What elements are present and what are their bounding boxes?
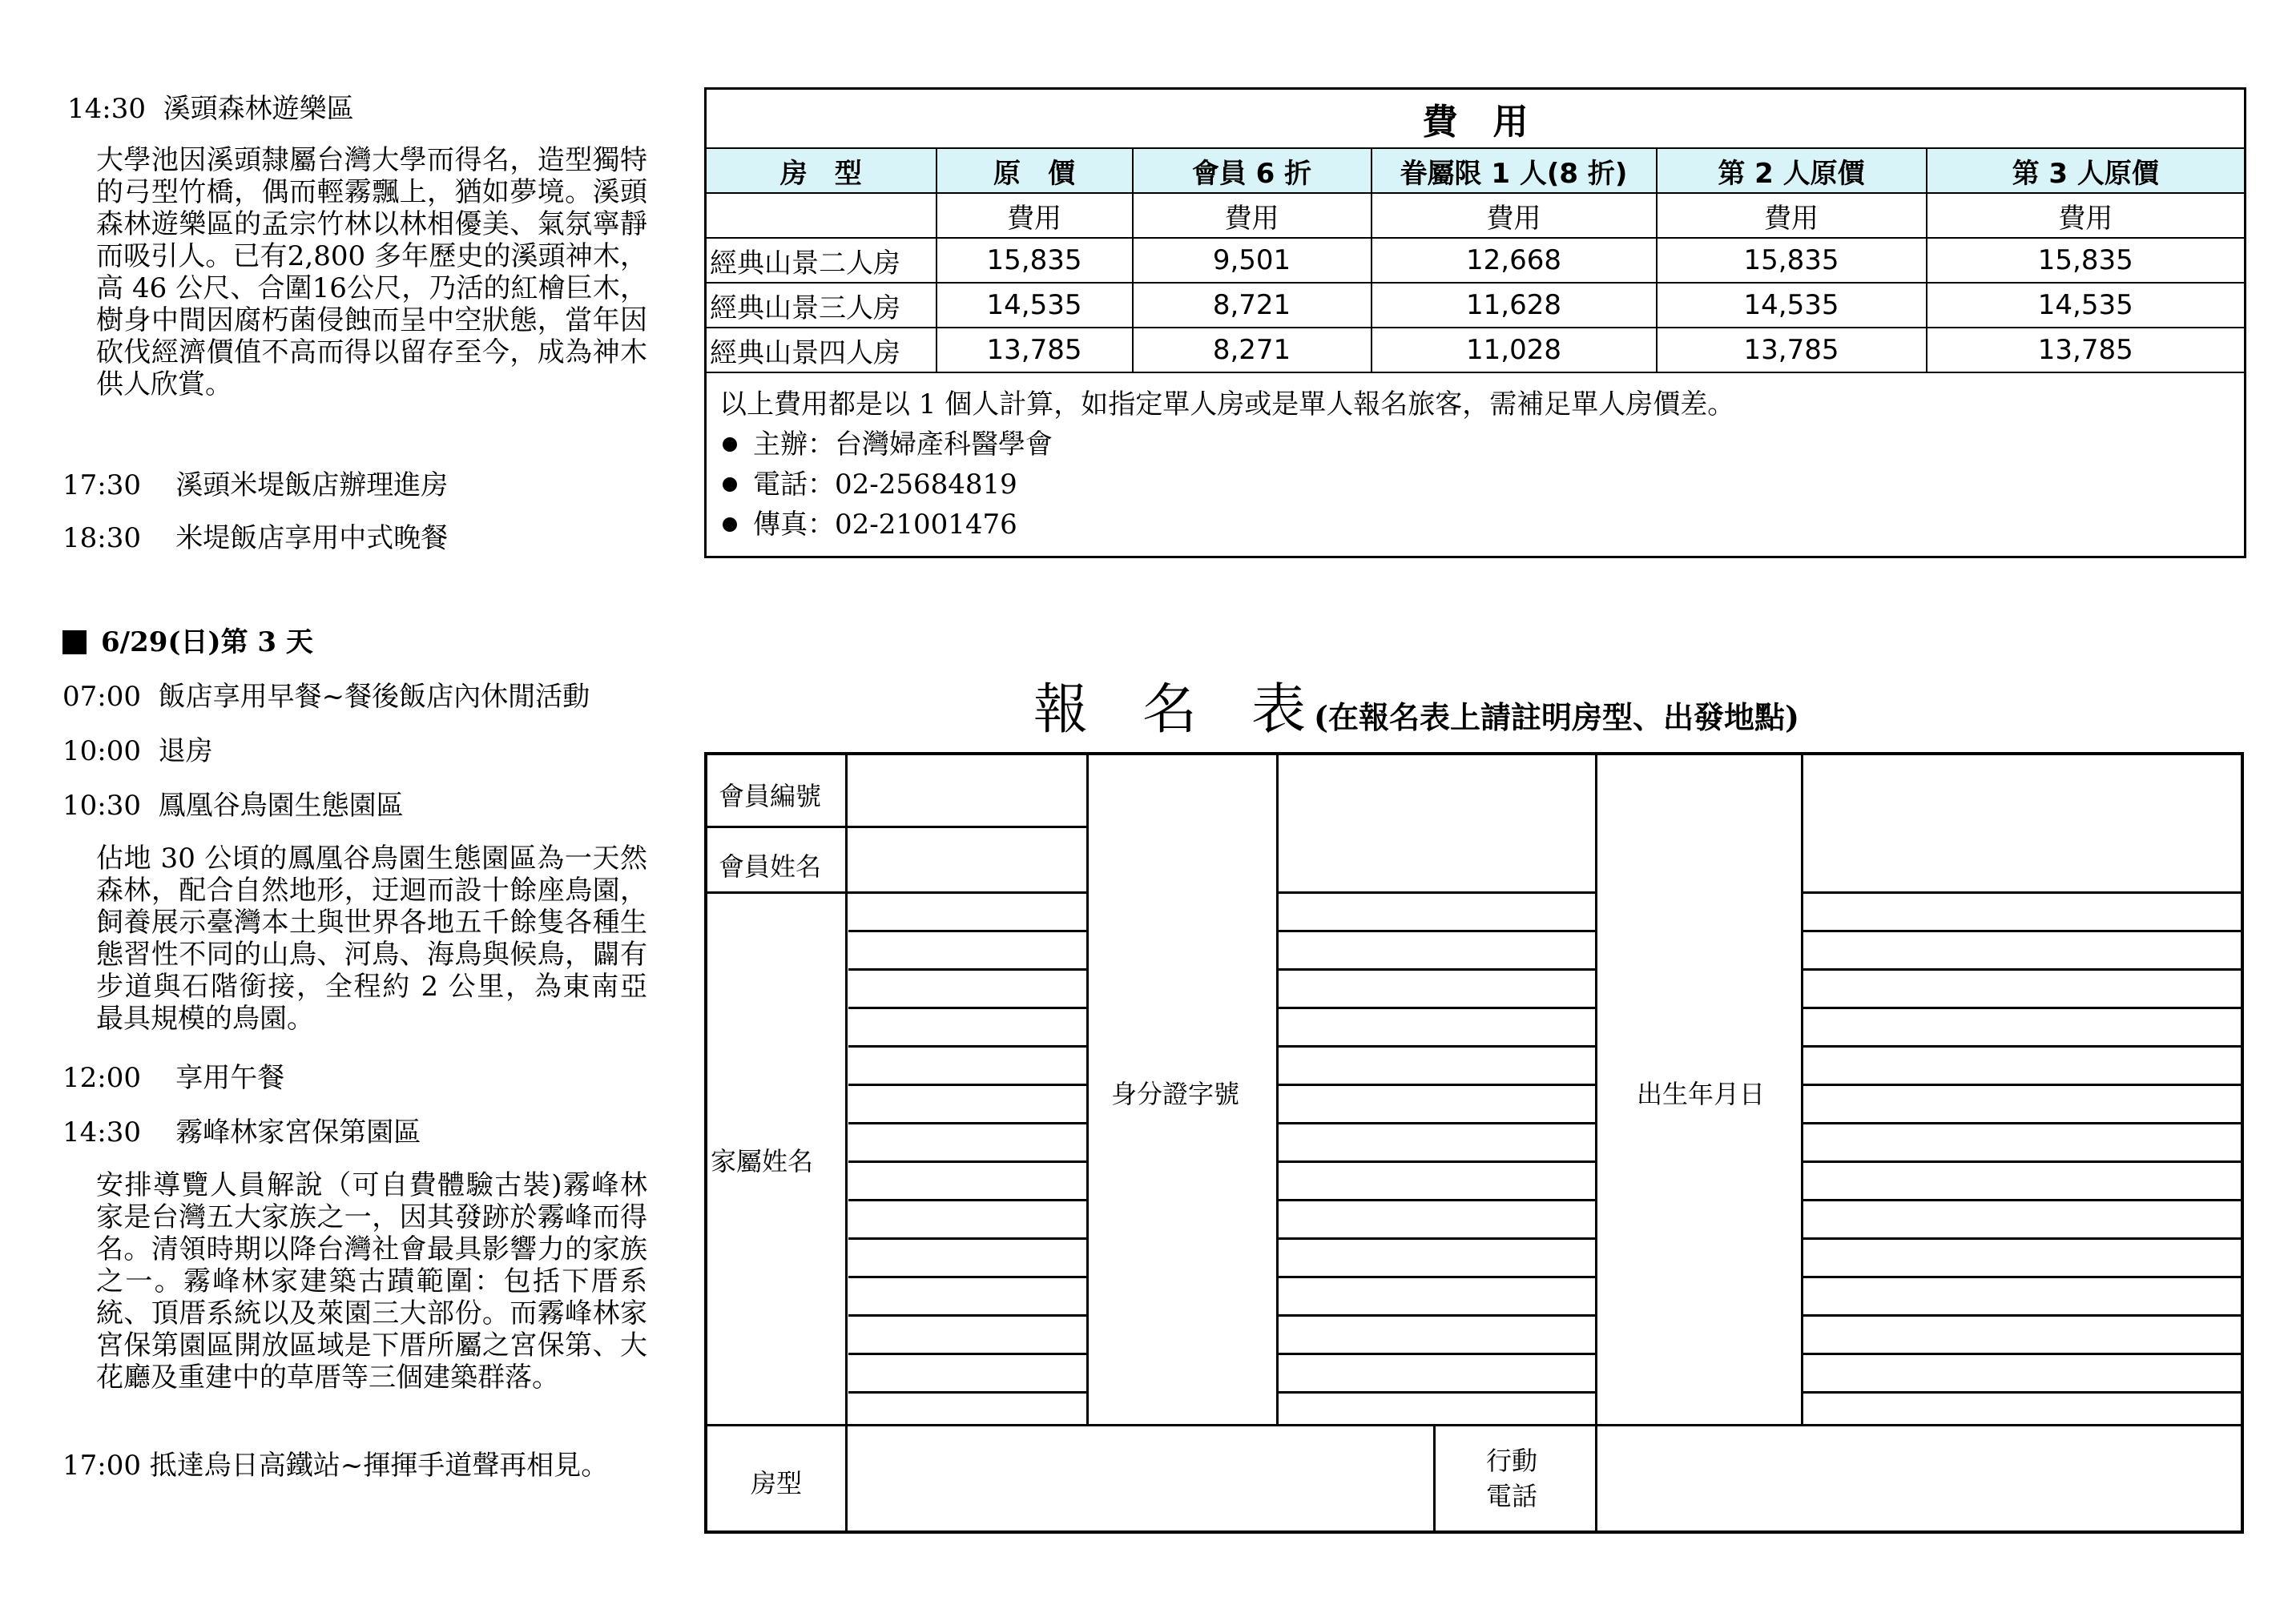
header-cell: 第 2 人原價	[1657, 148, 1927, 193]
header-cell: 原 價	[937, 148, 1133, 193]
form-row-line	[1803, 1391, 2241, 1394]
bullet-icon	[723, 517, 737, 532]
sublabel-cell: 費用	[1657, 193, 1927, 238]
form-row-line	[1803, 1237, 2241, 1240]
schedule-item: 10:30 鳳凰谷鳥園生態園區	[62, 790, 404, 822]
form-row-line	[1279, 1237, 1595, 1240]
fee-note: 以上費用都是以 1 個人計算，如指定單人房或是單人報名旅客，需補足單人房價差。	[719, 388, 1735, 420]
fee-header-row	[706, 148, 2246, 193]
fee-title: 費 用	[706, 89, 2246, 149]
form-row-line	[1279, 1391, 1595, 1394]
price-cell: 15,835	[1657, 238, 1927, 283]
header-cell: 會員 6 折	[1133, 148, 1372, 193]
form-row-line	[1803, 930, 2241, 932]
form-row-line	[848, 1084, 1086, 1086]
price-cell: 11,628	[1372, 283, 1657, 328]
form-row-line	[1279, 968, 1595, 971]
family-name-label: 家屬姓名	[711, 1146, 814, 1177]
price-cell: 12,668	[1372, 238, 1657, 283]
form-title: 報 名 表 (在報名表上請註明房型、出發地點)	[1033, 678, 1799, 742]
form-row-line	[1279, 1122, 1595, 1124]
fee-sublabel-row	[706, 193, 2246, 238]
form-row-line	[1279, 930, 1595, 932]
price-cell: 15,835	[1927, 238, 2246, 283]
header-cell: 房 型	[706, 148, 937, 193]
schedule-item: 14:30 溪頭森林遊樂區	[67, 93, 354, 125]
form-row-line	[1803, 1199, 2241, 1201]
schedule-item: 07:00 飯店享用早餐~餐後飯店內休閒活動	[62, 681, 590, 713]
table-row	[706, 238, 2246, 283]
form-row-line	[848, 1122, 1086, 1124]
form-row-line	[1803, 1007, 2241, 1009]
member-number-label: 會員編號	[719, 781, 822, 811]
form-row-line	[1803, 1314, 2241, 1317]
paragraph-xitou: 大學池因溪頭隸屬台灣大學而得名，造型獨特的弓型竹橋，偶而輕霧飄上，猶如夢境。溪頭森林遊樂區的孟宗竹林以林相優美、氣氛寧靜而吸引人。已有2,800 多年歷史的溪頭神木，高 46 公尺、合圍16公尺，乃活的紅檜巨木，樹身中間因腐朽菌侵蝕而呈中空狀態，當年因砍伐經濟價值不高而得以留存至今，成為神木供人欣賞。	[96, 144, 647, 400]
form-row-line	[1279, 1160, 1595, 1163]
header-cell: 第 3 人原價	[1927, 148, 2246, 193]
price-cell: 9,501	[1133, 238, 1372, 283]
sublabel-cell: 費用	[1133, 193, 1372, 238]
room-type-input[interactable]	[848, 1426, 1432, 1529]
form-row-line	[1803, 1122, 2241, 1124]
schedule-item: 14:30 霧峰林家宮保第園區	[62, 1116, 421, 1148]
form-row-line	[1803, 968, 2241, 971]
paragraph-wufeng: 安排導覽人員解說（可自費體驗古裝)霧峰林家是台灣五大家族之一，因其發跡於霧峰而得名。清領時期以降台灣社會最具影響力的家族之一。霧峰林家建築古蹟範圍：包括下厝系統、頂厝系統以及萊園三大部份。而霧峰林家宮保第園區開放區域是下厝所屬之宮保第、大花廳及重建中的草厝等三個建築群落。	[96, 1169, 647, 1394]
price-cell: 13,785	[1927, 328, 2246, 372]
registration-form	[704, 752, 2244, 1534]
form-row-line	[1279, 1199, 1595, 1201]
form-row-line	[848, 1391, 1086, 1394]
price-cell: 11,028	[1372, 328, 1657, 372]
sublabel-cell: 費用	[1927, 193, 2246, 238]
form-row-line	[1279, 1045, 1595, 1048]
price-cell: 14,535	[1927, 283, 2246, 328]
price-cell: 8,721	[1133, 283, 1372, 328]
form-row-line	[1279, 1314, 1595, 1317]
form-row-line	[848, 1045, 1086, 1048]
form-row-line	[1279, 1353, 1595, 1355]
square-bullet-icon	[62, 630, 87, 654]
fee-notes-row	[706, 372, 2246, 557]
room-type-label: 房型	[751, 1468, 803, 1498]
price-cell: 14,535	[937, 283, 1133, 328]
phone-line: 電話：02-25684819	[719, 465, 2231, 505]
schedule-item: 17:30 溪頭米堤飯店辦理進房	[62, 469, 449, 501]
mobile-phone-input[interactable]	[1598, 1426, 2241, 1529]
form-row-line	[1279, 1084, 1595, 1086]
room-type-cell: 經典山景二人房	[706, 238, 937, 283]
form-row-line	[1279, 1007, 1595, 1009]
price-cell: 14,535	[1657, 283, 1927, 328]
form-row-line	[1803, 1045, 2241, 1048]
form-row-line	[848, 1007, 1086, 1009]
schedule-item: 12:00 享用午餐	[62, 1062, 285, 1094]
price-cell: 15,835	[937, 238, 1133, 283]
organizer-line: 主辦：台灣婦產科醫學會	[719, 424, 2231, 465]
day-heading: 6/29(日)第 3 天	[62, 625, 313, 660]
header-cell: 眷屬限 1 人(8 折)	[1372, 148, 1657, 193]
price-cell: 13,785	[1657, 328, 1927, 372]
mobile-label-line1: 行動	[1486, 1446, 1538, 1476]
form-row-line	[848, 1199, 1086, 1201]
price-cell: 8,271	[1133, 328, 1372, 372]
form-row-line	[1803, 1276, 2241, 1278]
bullet-icon	[723, 477, 737, 492]
form-row-line	[1279, 1276, 1595, 1278]
room-type-cell: 經典山景三人房	[706, 283, 937, 328]
form-row-line	[848, 930, 1086, 932]
member-number-input[interactable]	[848, 755, 1086, 826]
table-row	[706, 283, 2246, 328]
member-name-label: 會員姓名	[719, 851, 822, 882]
room-type-cell: 經典山景四人房	[706, 328, 937, 372]
schedule-item: 17:00 抵達烏日高鐵站~揮揮手道聲再相見。	[62, 1450, 609, 1482]
table-row	[706, 328, 2246, 372]
id-number-label: 身分證字號	[1111, 1079, 1240, 1109]
form-row-line	[1803, 1353, 2241, 1355]
schedule-item: 18:30 米堤飯店享用中式晚餐	[62, 522, 449, 554]
schedule-item: 10:00 退房	[62, 735, 213, 767]
mobile-label-line2: 電話	[1486, 1481, 1538, 1511]
bullet-icon	[723, 437, 737, 452]
form-row-line	[848, 1353, 1086, 1355]
sublabel-cell: 費用	[1372, 193, 1657, 238]
form-subtitle: (在報名表上請註明房型、出發地點)	[1314, 699, 1799, 735]
form-row-line	[848, 1160, 1086, 1163]
form-row-line	[848, 1237, 1086, 1240]
paragraph-bird-park: 佔地 30 公頃的鳳凰谷鳥園生態園區為一天然森林，配合自然地形，迂迴而設十餘座鳥園，飼養展示臺灣本土與世界各地五千餘隻各種生態習性不同的山鳥、河鳥、海鳥與候鳥，闢有步道與石階銜接，全程約 2 公里，為東南亞最具規模的鳥園。	[96, 843, 647, 1035]
fax-line: 傳真：02-21001476	[719, 505, 2231, 545]
price-cell: 13,785	[937, 328, 1133, 372]
form-row-line	[848, 968, 1086, 971]
member-name-input[interactable]	[848, 828, 1086, 891]
form-row-line	[1803, 1084, 2241, 1086]
form-row-line	[1803, 1160, 2241, 1163]
form-row-line	[848, 1276, 1086, 1278]
form-row-line	[848, 1314, 1086, 1317]
sublabel-cell: 費用	[937, 193, 1133, 238]
birth-date-label: 出生年月日	[1637, 1079, 1766, 1109]
fee-table	[704, 87, 2246, 558]
